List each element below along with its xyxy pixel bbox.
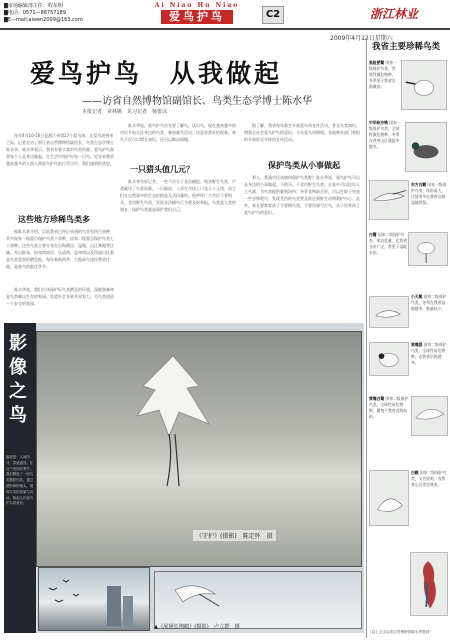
bird-description: 国家二级保护鸟类，又名银鸡，为我省山区常见雉类。 — [411, 470, 447, 487]
bird-photo-pheasant — [410, 552, 448, 616]
bird-description: 国家二级保护鸟类，冬季在我省湿地越冬，数量较少。 — [411, 294, 447, 311]
bird-description: 国家一级保护鸟类，世界性濒危物种，冬季见于我省沿海滩涂。 — [369, 60, 397, 89]
egret-image — [129, 346, 217, 496]
photo-feature — [4, 323, 364, 633]
bird-name: 白鹭 — [369, 232, 377, 237]
editor-note: 编者按：人间四月，春意盎然。在这个美好的季节，我们精选了一组鸟类摄影作品，通过摄影师的镜头，展现鸟类的美丽与灵动，唤起人们爱鸟护鸟的意识。 — [6, 455, 34, 506]
section-heading-3: 保护鸟类从小事做起 — [268, 161, 340, 170]
bird-name: 小天鹅 — [411, 294, 423, 299]
editor-line: ▇市场编辑部主任：程东明 — [4, 3, 63, 9]
bird-name: 中华秋沙鸭 — [369, 120, 388, 125]
bird-name: 黑脸琵鹭 — [369, 60, 385, 65]
bird-entry-3 — [369, 232, 407, 256]
photo-side-panel — [4, 323, 36, 633]
photo-feature-title: 影像之鸟 — [9, 333, 27, 426]
bird-photo-7 — [369, 470, 409, 526]
issue-date: 2009年4月12日星期六 — [330, 35, 393, 42]
bird-description: 国家二级保护鸟类，全球性易危物种，繁殖于我省近海岛屿。 — [369, 396, 409, 419]
bird-description: 国家一级保护鸟类，体形高大，迁徙季节在我省沿海湿地停留。 — [411, 182, 447, 205]
bird-entry-6 — [369, 396, 409, 420]
banner-pinyin: Ai Niao Hu Niao — [154, 2, 240, 9]
bird-name: 黑嘴鸥 — [411, 342, 423, 347]
bird-description: 国家一级保护鸟类，全球性濒危物种，冬季在我省山区溪流中越冬。 — [369, 120, 401, 149]
page-header — [0, 0, 450, 30]
lead-paragraph: 每年4月10-16日是浙江省第27个爱鸟周。在爱鸟周到来之际，记者走访了浙江省自然博物馆副馆长、鸟类生态学博士陈水华。陈水华表示，我省有着丰富的鸟类资源，爱鸟护鸟需要每个人从身边做起，在生活中保护好每一只鸟。近年来我省越来越多的人加入到爱鸟护鸟的行列当中，我们感到很欣慰。 — [6, 133, 114, 166]
bird-photo-0 — [401, 60, 447, 110]
section-2-body: 陈水华告诉记者，一些不法分子非法捕捉、贩卖野生鸟类，严重破坏了鸟类资源。一只画眉、八哥在市场上只卖几十元钱，而它们在自然界中的生态价值是无法估量的。他呼吁广大市民不要购买、食用野生鸟类，发现非法捕鸟行为要及时举报。鸟类是人类的朋友，保护鸟类就是保护我们自己。 — [120, 179, 236, 212]
main-photo-egret — [36, 331, 362, 567]
banner-title: 爱鸟护鸟 — [161, 10, 233, 24]
article-byline: 本报记者 章林姚 见习记者 杨蕾沫 — [82, 109, 168, 115]
section-3-body: 那么，普通市民该如何保护鸟类呢？陈水华说，爱鸟护鸟可以从身边的小事做起。不购买、不食用野生鸟类；在家中可以挂设人工鸟巢，为鸟类提供繁殖场所；冬季食物缺乏时，可以在院子里放一些谷物喂鸟；发现受伤的鸟类要及时送到野生动物救护中心。此外，家长要教育孩子不要掏鸟窝、不要用弹弓打鸟，从小培养孩子爱鸟护鸟的意识。 — [244, 175, 360, 215]
bird-entry-4 — [411, 294, 448, 312]
article-headline: 爱鸟护鸟 从我做起 — [30, 59, 283, 88]
bird-name: 黄嘴白鹭 — [369, 396, 385, 401]
main-photo-caption: 《守护》(摄影) 陈定怀 摄 — [193, 530, 276, 541]
bird-name: 白鹇 — [411, 470, 419, 475]
rare-birds-title: 我省主要珍稀鸟类 — [371, 42, 440, 52]
bird-photo-6 — [411, 396, 448, 436]
bird-description: 国家二级保护鸟类，全球性易危物种，在我省沿海越冬。 — [411, 342, 447, 365]
photo-flying-crane — [154, 571, 362, 629]
bird-photo-2 — [369, 180, 409, 220]
bird-name: 东方白鹳 — [411, 182, 427, 187]
column-3-body: 据了解，我省每年都会开展爱鸟周宣传活动，普及鸟类知识，增强全社会爱鸟护鸟的意识。今年爱鸟周期间，各地林业部门将组织开展形式多样的宣传活动。 — [244, 123, 360, 142]
bird-entry-1 — [369, 120, 403, 150]
bird-entry-5 — [411, 342, 448, 366]
newspaper-masthead: 浙江林业 — [370, 7, 419, 21]
bird-entry-7 — [411, 470, 448, 488]
bird-entry-2 — [411, 182, 448, 206]
column-2-body: 陈水华说，爱鸟护鸟首先要了解鸟，认识鸟。现在越来越多的市民开始关注身边的鸟类，参加观鸟活动，这是非常好的现象。观鸟不仅可以增长知识，还可以陶冶情操。 — [120, 123, 236, 142]
page-number: C2 — [262, 6, 284, 24]
bird-entry-0 — [369, 60, 399, 90]
bird-photo-5 — [369, 342, 409, 376]
section-banner — [148, 2, 246, 28]
section-heading-2: 一只猎头值几元？ — [130, 165, 194, 174]
bird-photo-3 — [408, 232, 448, 266]
section-heading-1: 这些地方珍稀鸟类多 — [18, 215, 90, 224]
bird-photo-1 — [405, 122, 447, 172]
flock-photo-caption: ▲《展翅长翔鹤》(摄影) 卢立群 摄 — [154, 624, 240, 630]
article-subhead: ——访省自然博物馆副馆长、鸟类生态学博士陈水华 — [82, 96, 312, 107]
contact-info — [4, 3, 83, 24]
phone-line: ▇电话：0571—86757189 — [4, 10, 67, 16]
email-line: ▇E—mail:aiwen2009@163.com — [4, 17, 83, 23]
bird-description: 国家二级保护鸟类，体态优雅，在我省分布广泛，常见于湿地水田。 — [369, 232, 407, 255]
source-footnote: （以上文字由省自然博物馆陈水华提供） — [368, 630, 433, 634]
section-1-body-2: 陈水华说，我们应该保护好鸟类栖息的环境，湿地和森林是鸟类赖以生存的家园。希望社会各界共同努力，为鸟类创造一个安全的家园。 — [6, 287, 114, 306]
photo-city-birds — [38, 567, 150, 631]
section-1-body: 据陈水华介绍，目前我省已经记录到的鸟类有四百余种，其中国家一级重点保护鸟类十余种，国家二级重点保护鸟类七十余种。这些鸟类主要分布在沿海滩涂、湿地、山区林地等区域。舟山群岛、杭州湾南岸、乐清湾、温州湾以及西部山区都是鸟类重要的栖息地。每年春秋两季，大批候鸟途经我省迁徙，是观鸟的最佳季节。 — [6, 229, 114, 269]
bird-photo-4 — [369, 296, 409, 328]
